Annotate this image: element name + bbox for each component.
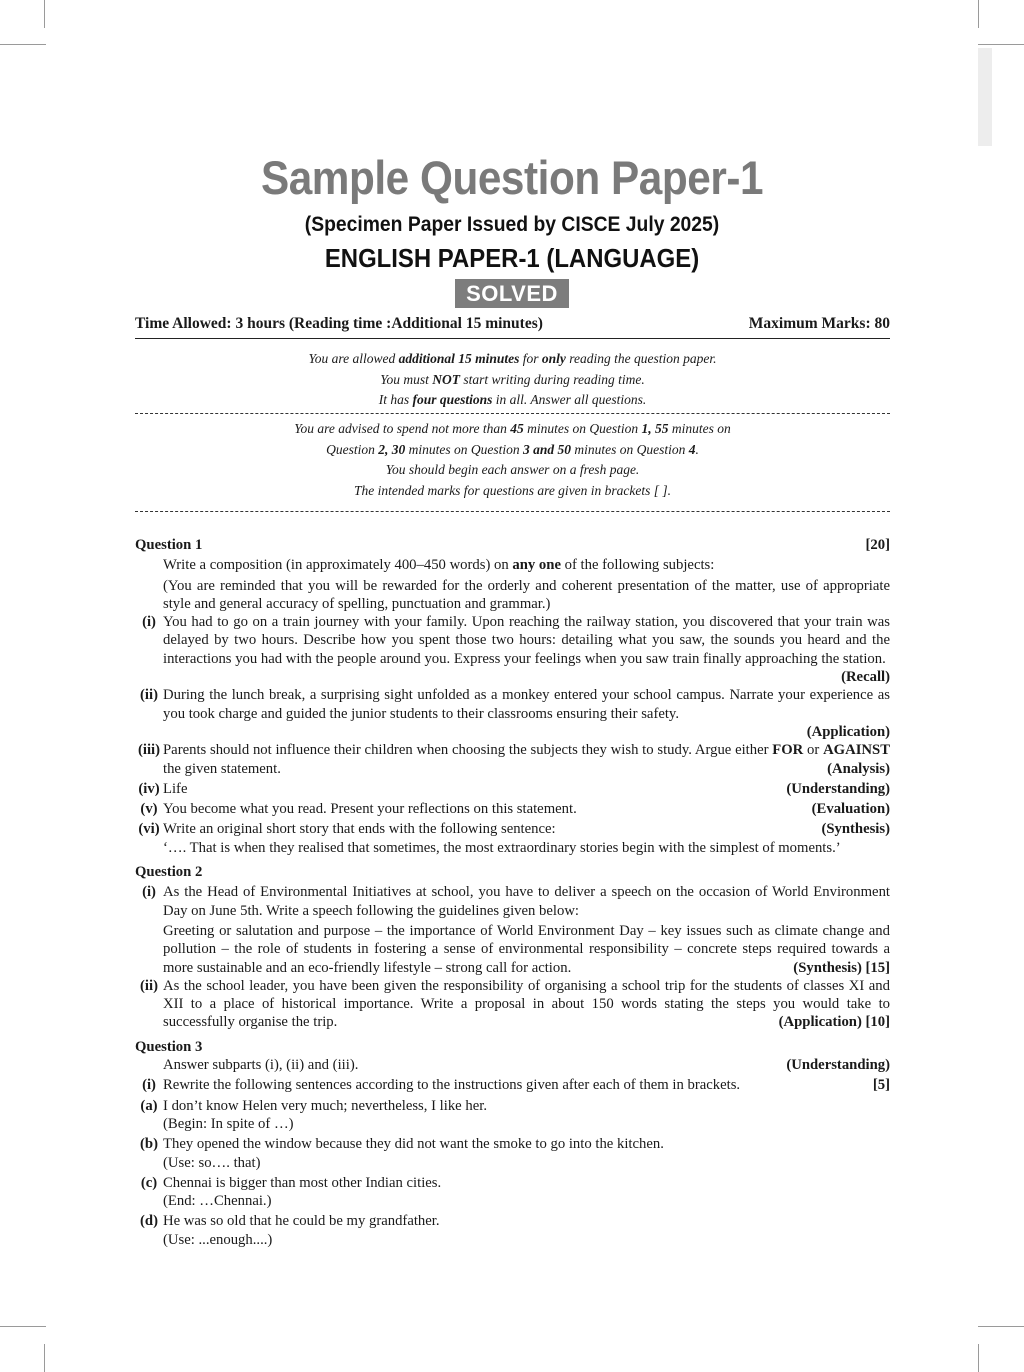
question-3-intro: Answer subparts (i), (ii) and (iii). (Understanding) xyxy=(163,1057,890,1074)
question-3-heading: Question 3 xyxy=(135,1038,203,1055)
crop-mark xyxy=(44,0,45,28)
maximum-marks: Maximum Marks: 80 xyxy=(748,315,890,332)
list-item: (ii) During the lunch break, a surprising sight unfolded as a monkey entered your school campus. Narrate your experience as you took charge and guided the junior students to their classrooms ensuring their safety. (Application) xyxy=(140,687,890,740)
list-item: (d) He was so old that he could be my grandfather. (Use: ...enough....) xyxy=(140,1213,440,1248)
list-item: (v) You become what you read. Present your reflections on this statement. (Evaluation) xyxy=(140,801,890,818)
crop-mark xyxy=(978,0,979,28)
list-item: (i) Rewrite the following sentences according to the instructions given after each of them in brackets. [5] xyxy=(142,1077,890,1094)
time-marks-row xyxy=(135,315,890,333)
dashed-divider xyxy=(135,511,890,512)
page-edge-tab xyxy=(978,48,992,146)
list-item: (a) I don’t know Helen very much; nevertheless, I like her. (Begin: In spite of …) xyxy=(140,1097,487,1132)
crop-mark xyxy=(978,44,1024,45)
list-item: (i) You had to go on a train journey with your family. Upon reaching the railway station, you discovered that your train was delayed by two hours. Describe how you spent those two hours: detailing what you saw, the sounds you heard and the interactions you had with the people around you. Express your feelings when you saw train finally approaching the station. (Recall) xyxy=(142,614,890,686)
list-item: (vi) Write an original short story that ends with the following sentence: (Synthesis) xyxy=(138,821,890,838)
crop-mark xyxy=(44,1344,45,1372)
list-item: (c) Chennai is bigger than most other Indian cities. (End: …Chennai.) xyxy=(140,1174,442,1210)
speech-guidelines: Greeting or salutation and purpose – the importance of World Environment Day – key issues such as climate change and pollution – the role of students in fostering a sense of environmental responsibility – concrete steps required towards a more sustainable and an eco-friendly lifestyle – strong call for action. (Synthesis) [15] xyxy=(163,922,890,976)
list-item: (iv) Life (Understanding) xyxy=(138,780,890,797)
crop-mark xyxy=(0,44,46,45)
reading-instructions: You are allowed additional 15 minutes for only reading the question paper. You must NOT start writing during reading time. It has four questions in all. Answer all questions. xyxy=(308,351,717,407)
list-item: (i) As the Head of Environmental Initiatives at school, you have to deliver a speech on the occasion of World Environment Day on June 5th. Write a speech following the guidelines given below: xyxy=(142,884,890,919)
question-1-intro: Write a composition (in approximately 400–450 words) on any one of the following subjects: xyxy=(163,557,715,574)
solved-badge: SOLVED xyxy=(455,279,569,308)
crop-mark xyxy=(0,1326,46,1327)
page-subtitle: (Specimen Paper Issued by CISCE July 2025) xyxy=(304,213,720,236)
question-2-heading: Question 2 xyxy=(135,864,203,881)
list-item: (b) They opened the window because they did not want the smoke to go into the kitchen. (Use: so…. that) xyxy=(140,1136,664,1171)
time-instructions: You are advised to spend not more than 45 minutes on Question 1, 55 minutes on Question 2, 30 minutes on Question 3 and 50 minutes on Question 4. You should begin each answer on a fresh page. The intended marks for questions are given in brackets [ ]. xyxy=(294,421,731,498)
page-title: Sample Question Paper-1 xyxy=(260,151,764,204)
time-allowed: Time Allowed: 3 hours (Reading time :Additional 15 minutes) xyxy=(135,315,543,332)
question-1-heading: Question 1 [20] xyxy=(135,537,890,553)
list-item: (iii) Parents should not influence their children when choosing the subjects they wish to study. Argue either FOR or AGAINST the given statement. (Analysis) xyxy=(137,742,890,777)
question-1-note: (You are reminded that you will be rewarded for the orderly and coherent presentation of the matter, use of appropriate style and general accuracy of spelling, punctuation and grammar.) xyxy=(163,577,890,612)
paper-name: ENGLISH PAPER-1 (LANGUAGE) xyxy=(324,243,700,273)
questions-body xyxy=(135,536,890,1249)
story-ending-quote: ‘…. That is when they realised that sometimes, the most extraordinary stories begin with the simplest of moments.’ xyxy=(163,839,841,856)
crop-mark xyxy=(978,1326,1024,1327)
crop-mark xyxy=(978,1344,979,1372)
header-rule xyxy=(135,338,890,339)
list-item: (ii) As the school leader, you have been given the responsibility of organising a school trip for the students of classes XI and XII to a place of historical importance. Write a proposal in about 150 words stating the steps you would take to successfully organise the trip. (Application) [10] xyxy=(140,977,890,1031)
dashed-divider xyxy=(135,413,890,414)
